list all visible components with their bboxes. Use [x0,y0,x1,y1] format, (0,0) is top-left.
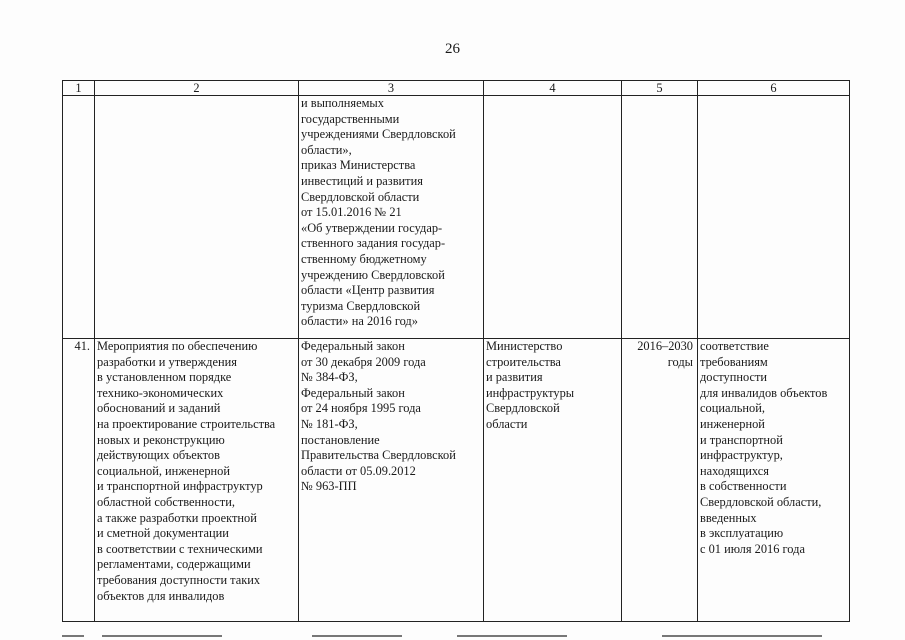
text-line: инвестиций и развития [301,173,423,188]
cont-cell-4 [484,96,622,339]
measures-table [62,80,850,622]
text-line: для инвалидов объектов [700,385,828,400]
cont-cell-6 [698,96,850,339]
text-line: Министерство [486,339,563,353]
text-line: социальной, [700,401,765,416]
text-line: инженерной [700,416,765,431]
text-line: введенных [700,510,757,525]
text-line: № 384-ФЗ, [301,370,358,385]
text-line: в собственности [700,479,787,494]
header-row [63,81,850,96]
page-number: 26 [445,41,460,57]
text-line: и развития [486,370,543,385]
text-line: социальной, инженерной [97,463,230,478]
text-line: обоснований и заданий [97,401,221,416]
measure-description [95,339,299,622]
text-line: области «Центр развития [301,283,435,298]
text-line: и транспортной инфраструктур [97,479,263,494]
text-line: учреждениями Свердловской [301,127,456,142]
text-line: объектов для инвалидов [97,588,225,603]
text-line: регламентами, содержащими [97,557,251,572]
text-line: от 30 декабря 2009 года [301,354,426,369]
text-line: на проектирование строительства [97,416,276,431]
text-line: ственного задания государ- [301,236,446,251]
text-line: инфраструктуры [486,385,575,400]
legal-basis [299,339,484,622]
text-line: с 01 июля 2016 года [700,541,805,556]
text-line: в эксплуатацию [700,526,784,541]
text-line: области [486,416,528,431]
text-line: Свердловской области, [700,494,822,509]
header-col-1: 1 [63,81,95,96]
text-line: соответствие [700,339,769,353]
text-line: постановление [301,432,380,447]
cont-cell-3 [299,96,484,339]
cont-cell-2 [95,96,299,339]
text-line: области от 05.09.2012 [301,463,416,478]
text-line: и транспортной [700,432,783,447]
text-line: Свердловской области [301,189,420,204]
text-line: от 15.01.2016 № 21 [301,205,402,220]
text-line: находящихся [700,463,769,478]
header-col-5: 5 [622,81,698,96]
text-line: инфраструктур, [700,448,783,463]
text-line: в соответствии с техническими [97,541,263,556]
cont-cell-5 [622,96,698,339]
text-line: и сметной документации [97,526,229,541]
text-line: технико-экономических [97,385,224,400]
text-line: действующих объектов [97,448,220,463]
text-line: государственными [301,111,400,126]
header-col-4: 4 [484,81,622,96]
text-line: области» на 2016 год» [301,314,418,329]
text-line: ственному бюджетному [301,251,427,266]
text-line: требованиям [700,354,768,369]
header-col-6: 6 [698,81,850,96]
implementation-period [622,339,698,622]
header-col-2: 2 [95,81,299,96]
scan-edge-marks [62,633,849,639]
responsible-executor [484,339,622,622]
text-line: в установленном порядке [97,370,232,385]
text-line: области», [301,142,352,157]
header-col-3: 3 [299,81,484,96]
text-line: 2016–2030 [637,339,693,353]
text-line: № 963-ПП [301,479,357,494]
expected-result [698,339,850,622]
table-row [63,339,850,622]
text-line: доступности [700,370,768,385]
text-line: годы [667,354,693,369]
text-line: и выполняемых [301,96,384,110]
text-line: требования доступности таких [97,572,261,587]
text-line: Правительства Свердловской [301,448,456,463]
text-line: разработки и утверждения [97,354,237,369]
text-line: а также разработки проектной [97,510,257,525]
text-line: Свердловской [486,401,560,416]
text-line: областной собственности, [97,494,235,509]
text-line: туризма Свердловской [301,298,421,313]
text-line: приказ Министерства [301,158,416,173]
text-line: новых и реконструкцию [97,432,225,447]
text-line: от 24 ноября 1995 года [301,401,421,416]
text-line: № 181-ФЗ, [301,416,358,431]
cont-cell-1 [63,96,95,339]
text-line: Федеральный закон [301,339,405,353]
text-line: Федеральный закон [301,385,405,400]
text-line: Мероприятия по обеспечению [97,339,258,353]
continuation-row [63,96,850,339]
row-number: 41. [63,339,95,622]
text-line: учреждению Свердловской [301,267,445,282]
text-line: «Об утверждении государ- [301,220,443,235]
text-line: строительства [486,354,561,369]
